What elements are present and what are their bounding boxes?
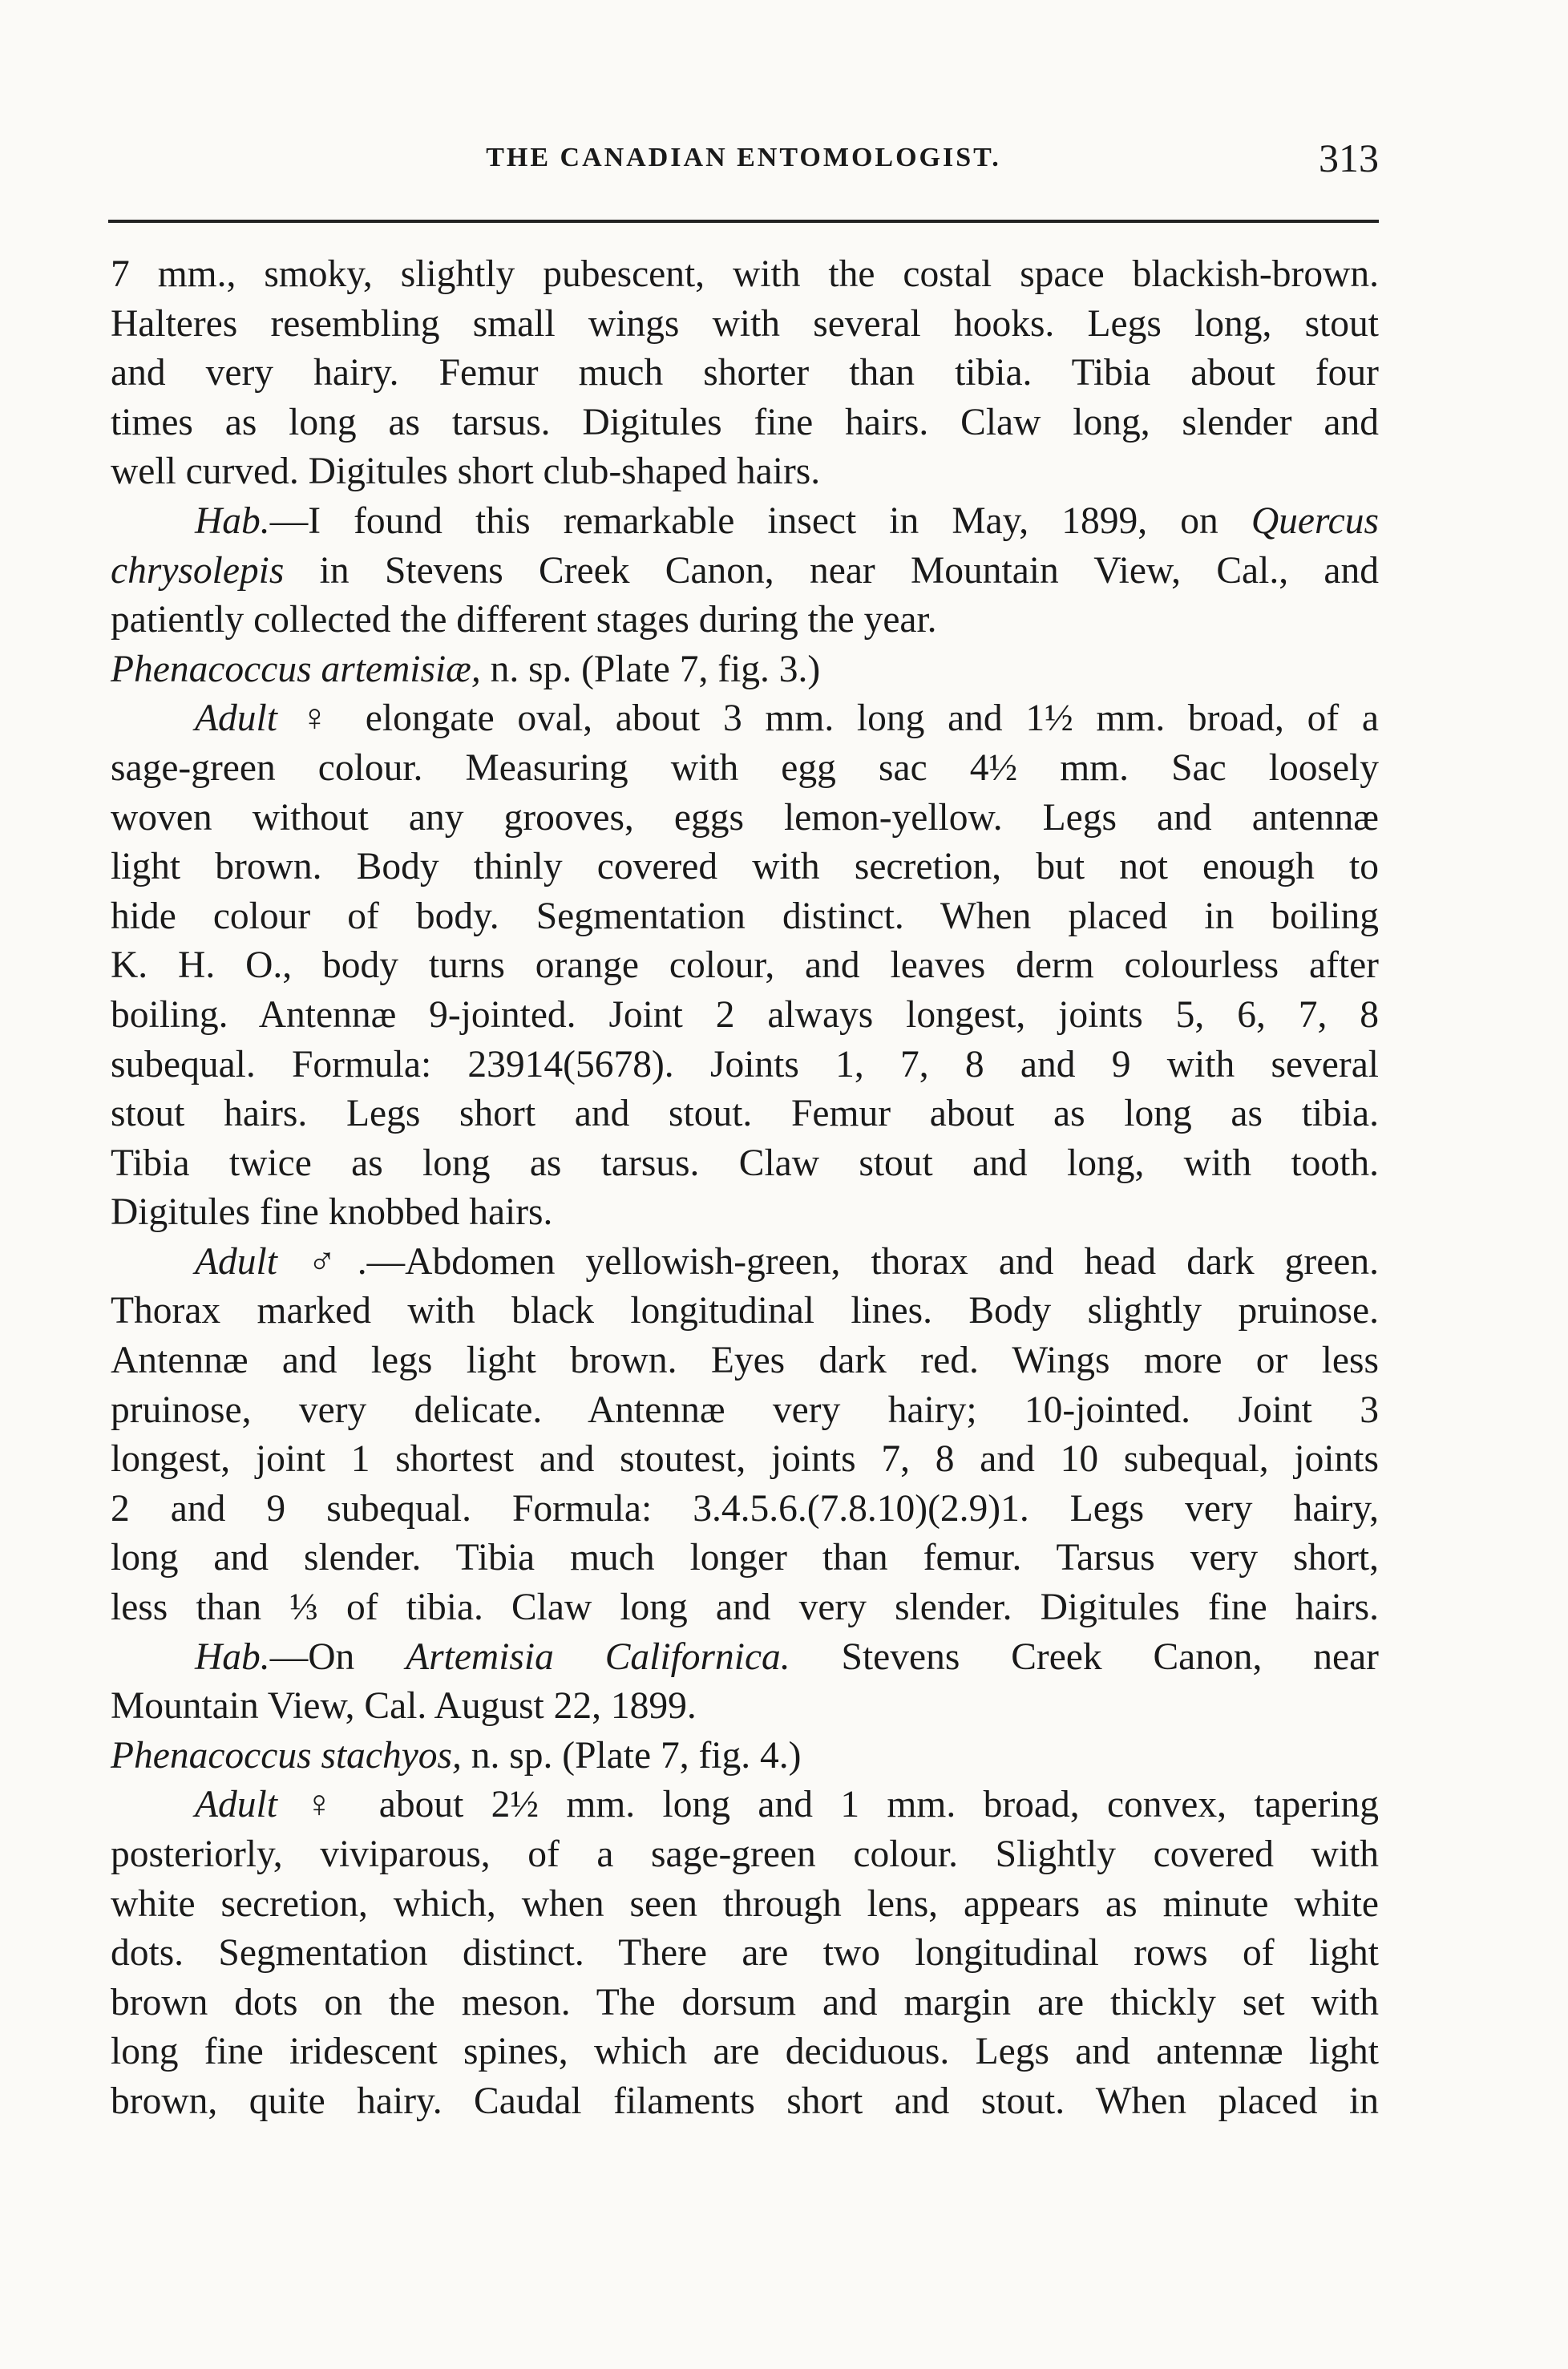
text-line: patiently collected the different stages during the year. — [111, 599, 937, 641]
text-line: times as long as tarsus. Digitules fine hairs. Claw long, slender and — [111, 401, 1379, 443]
adult-label: Adult — [195, 1240, 277, 1283]
species-heading — [111, 645, 1379, 695]
text-line: 2 and 9 subequal. Formula: 3.4.5.6.(7.8.10)(2.9)1. Legs very hairy, — [111, 1487, 1379, 1530]
adult-label: Adult — [195, 697, 277, 740]
text-span: ♀ elongate oval, about 3 mm. long and 1½ mm. broad, of a — [277, 697, 1379, 740]
text-span: —I found this remarkable insect in May, 1899, on — [269, 499, 1251, 542]
page-number: 313 — [1319, 135, 1379, 180]
text-line: posteriorly, viviparous, of a sage-green colour. Slightly covered with — [111, 1833, 1379, 1875]
text-line: long fine iridescent spines, which are deciduous. Legs and antennæ light — [111, 2031, 1379, 2073]
text-line: brown dots on the meson. The dorsum and margin are thickly set with — [111, 1981, 1379, 2023]
habitat-label: Hab. — [195, 499, 270, 542]
text-line: 7 mm., smoky, slightly pubescent, with the costal space blackish-brown. — [111, 253, 1379, 295]
text-span: ♂.—Abdomen yellowish-green, thorax and head dark green. — [277, 1240, 1379, 1283]
text-line: boiling. Antennæ 9-jointed. Joint 2 always longest, joints 5, 6, 7, 8 — [111, 993, 1379, 1036]
text-line: Halteres resembling small wings with several hooks. Legs long, stout — [111, 302, 1379, 345]
text-line — [111, 694, 1379, 744]
text-line: Digitules fine knobbed hairs. — [111, 1191, 553, 1234]
text-line: less than ⅓ of tibia. Claw long and very slender. Digitules fine hairs. — [111, 1587, 1379, 1629]
plant-name: Artemisia Californica. — [406, 1635, 790, 1678]
species-name: chrysolepis — [111, 549, 285, 592]
text-line — [111, 497, 1379, 547]
genus-name: Quercus — [1251, 499, 1379, 542]
running-title: THE CANADIAN ENTOMOLOGIST. — [486, 143, 1001, 172]
text-span: ♀ about 2½ mm. long and 1 mm. broad, convex, tapering — [277, 1784, 1379, 1826]
species-heading — [111, 1732, 1379, 1781]
text-line: longest, joint 1 shortest and stoutest, joints 7, 8 and 10 subequal, joints — [111, 1438, 1379, 1481]
text-line: and very hairy. Femur much shorter than tibia. Tibia about four — [111, 352, 1379, 394]
text-line: long and slender. Tibia much longer than femur. Tarsus very short, — [111, 1537, 1379, 1579]
text-line — [111, 547, 1379, 596]
text-line: white secretion, which, when seen through lens, appears as minute white — [111, 1882, 1379, 1925]
text-line: dots. Segmentation distinct. There are two longitudinal rows of light — [111, 1932, 1379, 1975]
text-line: sage-green colour. Measuring with egg sac 4½ mm. Sac loosely — [111, 746, 1379, 789]
text-line: hide colour of body. Segmentation distinct. When placed in boiling — [111, 895, 1379, 937]
species-title: Phenacoccus artemisiæ, — [111, 648, 481, 690]
text-line — [111, 1633, 1379, 1683]
text-line: Antennæ and legs light brown. Eyes dark red. Wings more or less — [111, 1340, 1379, 1382]
text-line — [111, 1238, 1379, 1288]
text-line: subequal. Formula: 23914(5678). Joints 1, 7, 8 and 9 with several — [111, 1043, 1379, 1085]
text-line: Thorax marked with black longitudinal lines. Body slightly pruinose. — [111, 1290, 1379, 1332]
species-title: Phenacoccus stachyos, — [111, 1734, 462, 1777]
habitat-label: Hab. — [195, 1635, 270, 1678]
text-line: stout hairs. Legs short and stout. Femur about as long as tibia. — [111, 1093, 1379, 1135]
text-line: pruinose, very delicate. Antennæ very hairy; 10-jointed. Joint 3 — [111, 1389, 1379, 1431]
text-line: woven without any grooves, eggs lemon-yellow. Legs and antennæ — [111, 796, 1379, 839]
text-line: Mountain View, Cal. August 22, 1899. — [111, 1685, 697, 1728]
body-text — [111, 250, 1379, 2127]
text-line: Tibia twice as long as tarsus. Claw stout and long, with tooth. — [111, 1142, 1379, 1184]
text-line — [111, 1781, 1379, 1830]
text-line: well curved. Digitules short club-shaped hairs. — [111, 451, 821, 493]
text-span: n. sp. (Plate 7, fig. 4.) — [461, 1734, 802, 1777]
text-span: in Stevens Creek Canon, near Mountain View, Cal., and — [284, 549, 1379, 592]
text-span: Stevens Creek Canon, near — [790, 1635, 1380, 1678]
text-line: brown, quite hairy. Caudal filaments short and stout. When placed in — [111, 2080, 1379, 2122]
text-line: light brown. Body thinly covered with secretion, but not enough to — [111, 846, 1379, 888]
text-line: K. H. O., body turns orange colour, and leaves derm colourless after — [111, 944, 1379, 987]
text-span: n. sp. (Plate 7, fig. 3.) — [480, 648, 821, 690]
adult-label: Adult — [195, 1784, 277, 1826]
text-span: —On — [269, 1635, 406, 1678]
page-header — [108, 135, 1379, 191]
header-rule — [108, 220, 1379, 223]
